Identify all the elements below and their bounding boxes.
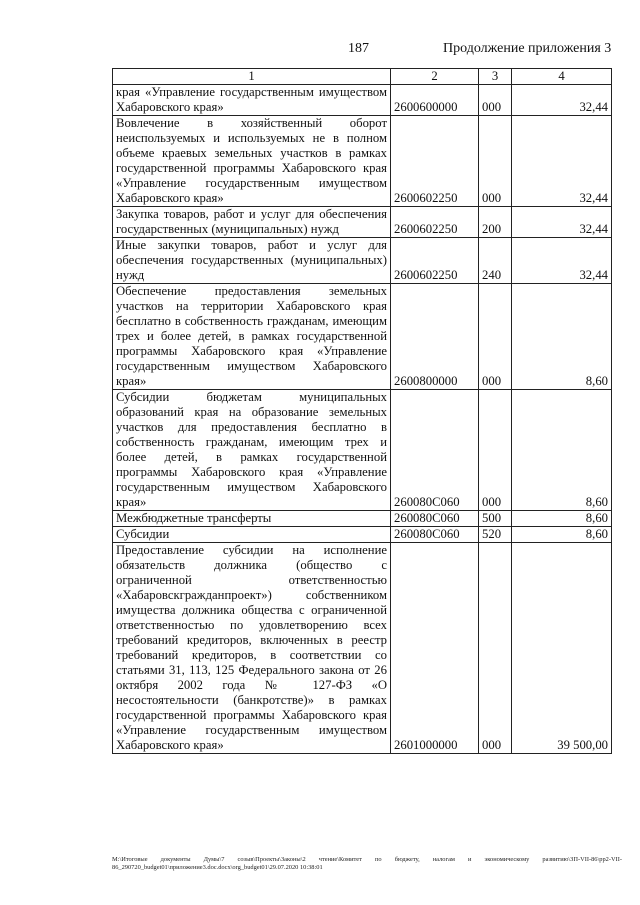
table-row [113,85,612,116]
row-description: Субсидии бюджетам муниципальных образований края на образование земельных участков для предоставления бесплатно в собственность гражданам, имеющим трех и более детей, в рамках государственной программы Хабаровского края «Управление государственным имуществом Хабаровского края» [113,390,391,511]
row-expense-type: 000 [479,284,512,390]
row-amount: 8,60 [512,284,612,390]
column-header-3: 3 [479,69,512,85]
table-row [113,284,612,390]
budget-table [112,68,612,754]
row-description: края «Управление государственным имуществом Хабаровского края» [113,85,391,116]
column-header-2: 2 [391,69,479,85]
row-description: Иные закупки товаров, работ и услуг для обеспечения государственных (муниципальных) нужд [113,238,391,284]
row-amount: 39 500,00 [512,543,612,754]
row-description: Предоставление субсидии на исполнение обязательств должника (общество с ограниченной ответственностью «Хабаровскгражданпроект») собственником имущества должника общества с ограниченной ответственностью по удовлетворению всех требований кредиторов, включенных в реестр требований кредиторов, в соответствии со статьями 31, 113, 125 Федерального закона от 26 октября 2002 года № 127-ФЗ «О несостоятельности (банкротстве)» в рамках государственной программы Хабаровского края «Управление государственным имуществом Хабаровского края» [113,543,391,754]
row-expense-type: 000 [479,116,512,207]
table-row [113,543,612,754]
table-row [113,207,612,238]
row-code: 2600602250 [391,116,479,207]
row-code: 2600602250 [391,238,479,284]
row-expense-type: 500 [479,511,512,527]
row-expense-type: 000 [479,543,512,754]
page-number: 187 [348,41,369,56]
row-description: Субсидии [113,527,391,543]
footer-file-path: M:\Итоговые документы Думы\7 созыв\Проекты\Законы\2 чтение\Комитет по бюджету, налогам и экономическому развитию\ЗП-VII-86\pp2-VII-86_290720_budget01\приложение3.doc.docx\org_budget01\29.07.2020 10:38:01 [112,856,622,871]
row-code: 2601000000 [391,543,479,754]
row-description: Закупка товаров, работ и услуг для обеспечения государственных (муниципальных) нужд [113,207,391,238]
row-description: Межбюджетные трансферты [113,511,391,527]
row-expense-type: 200 [479,207,512,238]
row-amount: 32,44 [512,85,612,116]
column-header-4: 4 [512,69,612,85]
table-row [113,390,612,511]
row-code: 2600800000 [391,284,479,390]
row-expense-type: 000 [479,390,512,511]
row-amount: 8,60 [512,390,612,511]
row-expense-type: 240 [479,238,512,284]
row-code: 260080С060 [391,390,479,511]
row-code: 2600602250 [391,207,479,238]
table-row [113,116,612,207]
row-code: 260080С060 [391,511,479,527]
table-row [113,238,612,284]
row-amount: 32,44 [512,116,612,207]
row-amount: 8,60 [512,527,612,543]
row-amount: 32,44 [512,238,612,284]
row-amount: 8,60 [512,511,612,527]
column-header-1: 1 [113,69,391,85]
column-number-row [113,69,612,85]
row-description: Вовлечение в хозяйственный оборот неиспользуемых и используемых не в полном объеме краевых земельных участков в рамках государственной программы Хабаровского края «Управление государственным имуществом Хабаровского края» [113,116,391,207]
row-code: 260080С060 [391,527,479,543]
row-code: 2600600000 [391,85,479,116]
row-expense-type: 000 [479,85,512,116]
table-row [113,511,612,527]
continuation-label: Продолжение приложения 3 [443,41,612,56]
table-row [113,527,612,543]
row-amount: 32,44 [512,207,612,238]
row-description: Обеспечение предоставления земельных участков на территории Хабаровского края бесплатно в собственность гражданам, имеющим трех и более детей, в рамках государственной программы Хабаровского края «Управление государственным имуществом Хабаровского края» [113,284,391,390]
row-expense-type: 520 [479,527,512,543]
